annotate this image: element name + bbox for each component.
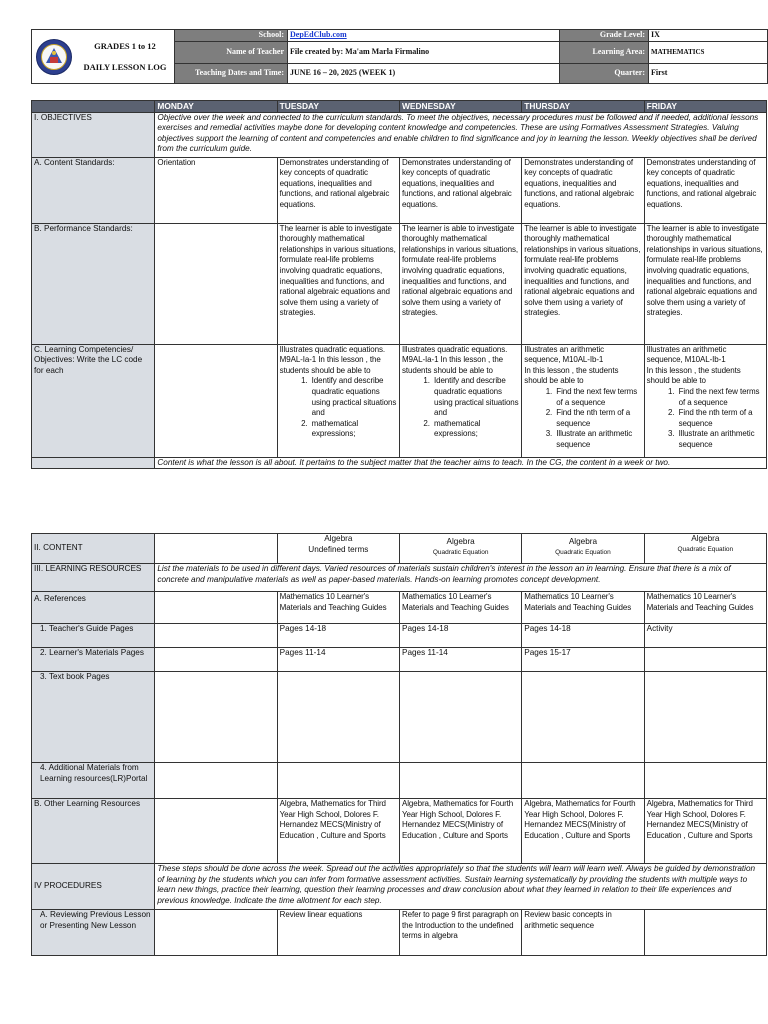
learners-materials-wed: Pages 11-14	[399, 648, 521, 672]
performance-standards-label: B. Performance Standards:	[32, 223, 155, 344]
resources-table	[31, 533, 767, 956]
content-label: II. CONTENT	[32, 534, 155, 564]
dates-value: JUNE 16 – 20, 2025 (WEEK 1)	[288, 64, 560, 84]
content-title: Algebra	[446, 537, 475, 546]
additional-materials-label: 4. Additional Materials from Learning resources(LR)Portal	[32, 763, 155, 799]
content-tue	[277, 534, 399, 564]
header-title-cell	[32, 30, 175, 84]
content-standards-wed: Demonstrates understanding of key concepts of quadratic equations, inequalities and functions, and rational algebraic equations.	[399, 157, 521, 223]
other-resources-fri: Algebra, Mathematics for Third Year High School, Dolores F. Hernandez MECS(Ministry of Education , Culture and Sports	[644, 799, 766, 864]
references-label: A. References	[32, 592, 155, 624]
competency-code: M9AL-Ia-1 In this lesson , the students should be able to	[279, 355, 381, 375]
school-link[interactable]: DepEdClub.com	[290, 30, 347, 40]
content-subtitle: Quadratic Equation	[555, 548, 611, 556]
textbook-wed	[399, 672, 521, 763]
additional-mon	[155, 763, 277, 799]
reviewing-fri	[644, 910, 766, 956]
day-friday: FRIDAY	[644, 101, 766, 113]
objectives-table	[31, 100, 767, 469]
content-standards-mon: Orientation	[155, 157, 277, 223]
learning-area-label: Learning Area:	[560, 42, 649, 64]
competencies-thu	[522, 344, 644, 457]
grade-level-label: Grade Level:	[560, 30, 649, 42]
teachers-guide-fri: Activity	[644, 624, 766, 648]
competencies-mon	[155, 344, 277, 457]
performance-standards-tue: The learner is able to investigate thoroughly mathematical relationships in various situations, formulate real-life problems involving quadratic equations, inequalities and functions, and rational algebraic equations and solve them using a variety of strategies.	[277, 223, 399, 344]
content-note: Content is what the lesson is all about. It pertains to the subject matter that the teacher aims to teach. In the CG, the content in a week or two.	[155, 457, 767, 469]
other-resources-mon	[155, 799, 277, 864]
procedures-text: These steps should be done across the week. Spread out the activities appropriately so that the students will learn will learn well. Always be guided by demonstration of learning by the students which you can infer from formative assessment activities. Sustain learning systematically by providing the students with multiple ways to learn new things, practice their learning, question their learning processes and draw conclusion about what they learned in relation to their life experiences and previous knowledge. Indicate the time allotment for each step.	[155, 864, 767, 910]
content-subtitle: Quadratic Equation	[677, 545, 734, 553]
learners-materials-tue: Pages 11-14	[277, 648, 399, 672]
content-title: Algebra	[568, 537, 598, 546]
teachers-guide-wed: Pages 14-18	[399, 624, 521, 648]
content-fri	[644, 534, 766, 564]
list-item: 3. Illustrate an arithmetic sequence	[677, 429, 764, 450]
reviewing-thu: Review basic concepts in arithmetic sequence	[522, 910, 644, 956]
header-table	[31, 29, 768, 84]
additional-thu	[522, 763, 644, 799]
learners-materials-fri	[644, 648, 766, 672]
list-item: 2. Find the nth term of a sequence	[554, 408, 641, 429]
list-item: 1. Identify and describe quadratic equations using practical situations and	[432, 376, 519, 418]
competencies-wed	[399, 344, 521, 457]
list-item: 1. Identify and describe quadratic equations using practical situations and	[310, 376, 397, 418]
teachers-guide-label: 1. Teacher's Guide Pages	[32, 624, 155, 648]
content-thu	[522, 534, 644, 564]
performance-standards-thu: The learner is able to investigate thoroughly mathematical relationships in various situations, formulate real-life problems involving quadratic equations, inequalities and functions, and rational algebraic equations and solve them using a variety of strategies.	[522, 223, 644, 344]
content-wed	[399, 534, 521, 564]
references-tue: Mathematics 10 Learner's Materials and Teaching Guides	[277, 592, 399, 624]
competency-intro: Illustrates quadratic equations.	[279, 344, 385, 354]
textbook-tue	[277, 672, 399, 763]
objectives-text: Objective over the week and connected to the curriculum standards. To meet the objectives, necessary procedures must be followed and if needed, additional lessons exercises and remedial activities maybe done for developing content knowledge and competencies. These are using Formatives Assessment Strategies. Valuing objectives support the learning of content and competencies and enable children to find significance and joy in learning the lesson. Weekly objectives shall be derived from the curriculum guide.	[155, 112, 767, 157]
teacher-label: Name of Teacher	[175, 42, 288, 64]
textbook-label: 3. Text book Pages	[32, 672, 155, 763]
textbook-mon	[155, 672, 277, 763]
performance-standards-wed: The learner is able to investigate thoroughly mathematical relationships in various situations, formulate real-life problems involving quadratic equations, inequalities and functions, and rational algebraic equations and solve them using a variety of strategies.	[399, 223, 521, 344]
content-standards-label: A. Content Standards:	[32, 157, 155, 223]
other-resources-tue: Algebra, Mathematics for Third Year High School, Dolores F. Hernandez MECS(Ministry of Education , Culture and Sports	[277, 799, 399, 864]
list-item: 1. Find the next few terms of a sequence	[677, 387, 764, 408]
learning-resources-text: List the materials to be used in different days. Varied resources of materials sustain children's interest in the lesson an in learning. Ensure that there is a mix of concrete and manipulative materials as well as paper-based materials. Hands-on learning promotes concept development.	[155, 564, 767, 592]
other-resources-wed: Algebra, Mathematics for Fourth Year High School, Dolores F. Hernandez MECS(Ministry of Education , Culture and Sports	[399, 799, 521, 864]
competency-intro: Illustrates an arithmetic sequence, M10AL-Ib-1	[524, 344, 605, 365]
corner-cell	[32, 101, 155, 113]
learners-materials-label: 2. Learner's Materials Pages	[32, 648, 155, 672]
content-title: Algebra	[691, 534, 720, 543]
objectives-label: I. OBJECTIVES	[32, 112, 155, 157]
other-resources-thu: Algebra, Mathematics for Fourth Year High School, Dolores F. Hernandez MECS(Ministry of Education , Culture and Sports	[522, 799, 644, 864]
references-mon	[155, 592, 277, 624]
day-monday: MONDAY	[155, 101, 277, 113]
competency-code: In this lesson , the students should be able to	[524, 365, 619, 386]
content-subtitle: Undefined terms	[308, 544, 369, 554]
content-subtitle: Quadratic Equation	[432, 548, 489, 556]
reviewing-tue: Review linear equations	[277, 910, 399, 956]
list-item: 3. Illustrate an arithmetic sequence	[554, 429, 641, 450]
competencies-tue	[277, 344, 399, 457]
references-wed: Mathematics 10 Learner's Materials and Teaching Guides	[399, 592, 521, 624]
log-title: DAILY LESSON LOG	[83, 61, 167, 72]
references-fri: Mathematics 10 Learner's Materials and Teaching Guides	[644, 592, 766, 624]
performance-standards-mon	[155, 223, 277, 344]
competencies-label: C. Learning Competencies/ Objectives: Write the LC code for each	[32, 344, 155, 457]
competency-intro: Illustrates an arithmetic sequence, M10AL-Ib-1	[646, 344, 727, 365]
content-standards-thu: Demonstrates understanding of key concepts of quadratic equations, inequalities and functions, and rational algebraic equations.	[522, 157, 644, 223]
performance-standards-fri: The learner is able to investigate thoroughly mathematical relationships in various situations, formulate real-life problems involving quadratic equations, inequalities and functions, and rational algebraic equations and solve them using a variety of strategies.	[644, 223, 766, 344]
competency-code: M9AL-Ia-1 In this lesson , the students should be able to	[401, 355, 504, 375]
day-thursday: THURSDAY	[522, 101, 644, 113]
competencies-fri	[644, 344, 766, 457]
teachers-guide-tue: Pages 14-18	[277, 624, 399, 648]
list-item: 2. Find the nth term of a sequence	[677, 408, 764, 429]
list-item: 1. Find the next few terms of a sequence	[554, 387, 641, 408]
content-note-spacer	[32, 457, 155, 469]
textbook-fri	[644, 672, 766, 763]
references-thu: Mathematics 10 Learner's Materials and Teaching Guides	[522, 592, 644, 624]
content-standards-fri: Demonstrates understanding of key concepts of quadratic equations, inequalities and functions, and rational algebraic equations.	[644, 157, 766, 223]
additional-wed	[399, 763, 521, 799]
learning-resources-label: III. LEARNING RESOURCES	[32, 564, 155, 592]
procedures-label: IV PROCEDURES	[32, 864, 155, 910]
list-item: 2. mathematical expressions;	[432, 419, 519, 440]
reviewing-label: A. Reviewing Previous Lesson or Presenting New Lesson	[32, 910, 155, 956]
deped-seal-icon	[35, 38, 73, 76]
teachers-guide-thu: Pages 14-18	[522, 624, 644, 648]
school-label: School:	[175, 30, 288, 42]
reviewing-wed: Refer to page 9 first paragraph on the Introduction to the undefined terms in algebra	[399, 910, 521, 956]
quarter-label: Quarter:	[560, 64, 649, 84]
day-tuesday: TUESDAY	[277, 101, 399, 113]
grades-title: GRADES 1 to 12	[94, 40, 156, 51]
content-standards-tue: Demonstrates understanding of key concepts of quadratic equations, inequalities and functions, and rational algebraic equations.	[277, 157, 399, 223]
reviewing-mon	[155, 910, 277, 956]
grade-level-value: IX	[649, 30, 768, 42]
content-title: Algebra	[324, 534, 353, 543]
learning-area-value: MATHEMATICS	[649, 42, 768, 64]
dates-label: Teaching Dates and Time:	[175, 64, 288, 84]
learners-materials-thu: Pages 15-17	[522, 648, 644, 672]
other-resources-label: B. Other Learning Resources	[32, 799, 155, 864]
teachers-guide-mon	[155, 624, 277, 648]
competency-code: In this lesson , the students should be able to	[646, 365, 741, 386]
day-wednesday: WEDNESDAY	[399, 101, 521, 113]
list-item: 2. mathematical expressions;	[310, 419, 397, 440]
additional-tue	[277, 763, 399, 799]
quarter-value: First	[649, 64, 768, 84]
teacher-value: File created by: Ma'am Marla Firmalino	[288, 42, 560, 64]
additional-fri	[644, 763, 766, 799]
learners-materials-mon	[155, 648, 277, 672]
competency-intro: Illustrates quadratic equations.	[401, 344, 508, 354]
content-mon	[155, 534, 277, 564]
textbook-thu	[522, 672, 644, 763]
